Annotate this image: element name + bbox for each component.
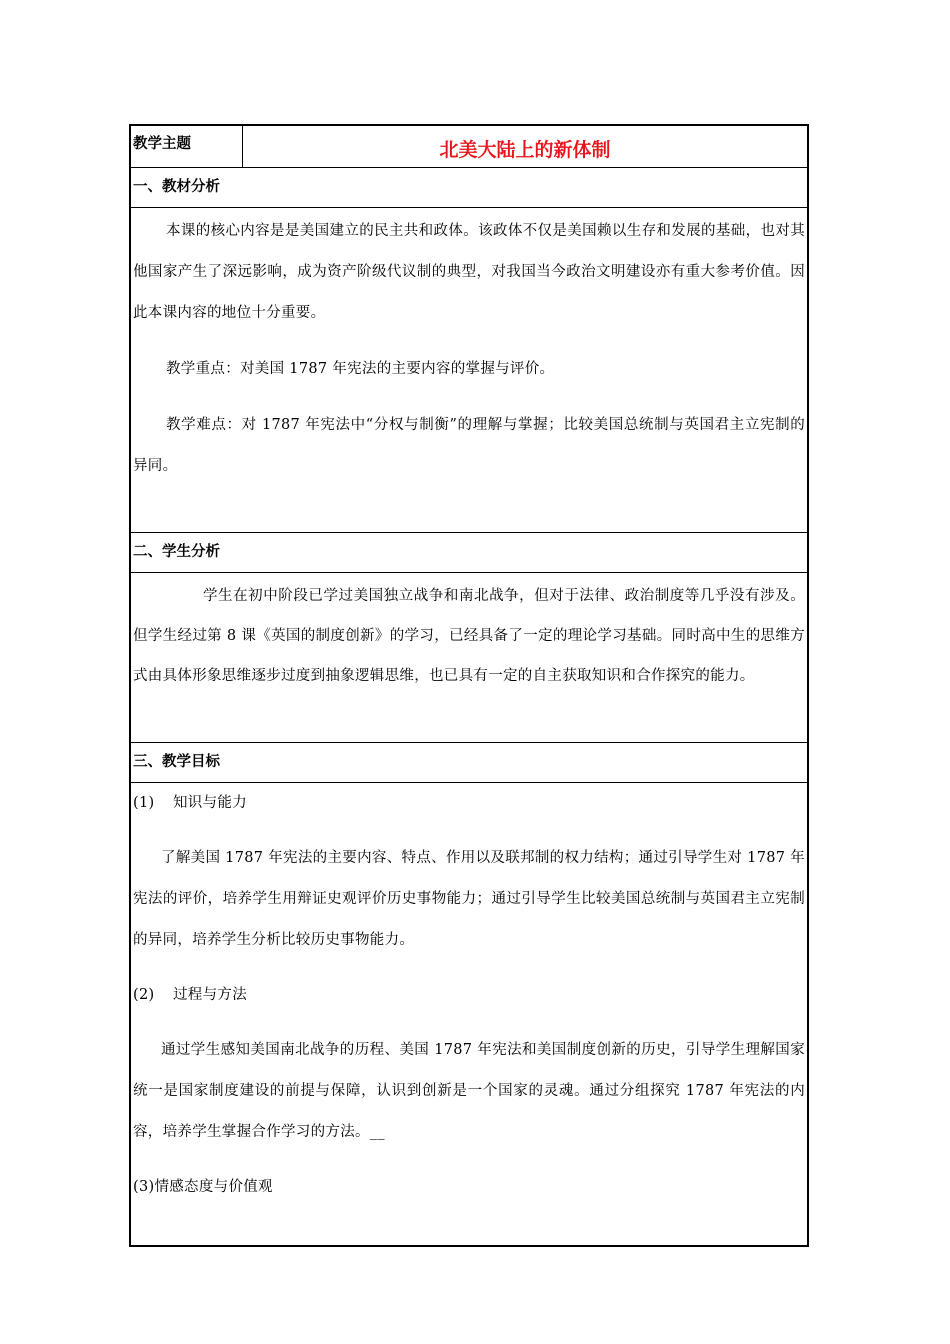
- section-heading-textbook-analysis: 一、教材分析: [131, 168, 807, 208]
- goal-item-2: [133, 975, 805, 1016]
- goal-1-number: (1): [133, 795, 155, 811]
- goal-2-number: (2): [133, 987, 155, 1003]
- goal-item-1: [133, 783, 805, 824]
- lesson-title: 北美大陆上的新体制: [439, 139, 611, 161]
- lesson-plan-table: [129, 124, 809, 1247]
- goal-item-3: (3)情感态度与价值观: [133, 1179, 273, 1195]
- goal-2-title: 过程与方法: [173, 987, 247, 1003]
- goal-1-title: 知识与能力: [173, 795, 247, 811]
- header-row: [131, 126, 807, 168]
- teaching-goals-body: [131, 783, 807, 1245]
- student-analysis-paragraph: 学生在初中阶段已学过美国独立战争和南北战争，但对于法律、政治制度等几乎没有涉及。但学生经过第 8 课《英国的制度创新》的学习，已经具备了一定的理论学习基础。同时高中生的思维方式由具体形象思维逐步过度到抽象逻辑思维，也已具有一定的自主获取知识和合作探究的能力。: [133, 588, 805, 684]
- section-heading-teaching-goals: 三、教学目标: [131, 743, 807, 783]
- goal-1-text: 了解美国 1787 年宪法的主要内容、特点、作用以及联邦制的权力结构；通过引导学生对 1787 年宪法的评价，培养学生用辩证史观评价历史事物能力；通过引导学生比较美国总统制与英国君主立宪制的异同，培养学生分析比较历史事物能力。: [133, 850, 805, 948]
- textbook-analysis-body: [131, 208, 807, 533]
- student-analysis-body: [131, 573, 807, 743]
- topic-label: 教学主题: [131, 126, 243, 167]
- teaching-difficulty: 教学难点：对 1787 年宪法中“分权与制衡”的理解与掌握；比较美国总统制与英国君主立宪制的异同。: [133, 417, 805, 474]
- section-heading-student-analysis: 二、学生分析: [131, 533, 807, 573]
- goal-2-text: 通过学生感知美国南北战争的历程、美国 1787 年宪法和美国制度创新的历史，引导学生理解国家统一是国家制度建设的前提与保障，认识到创新是一个国家的灵魂。通过分组探究 1787 年宪法的内容，培养学生掌握合作学习的方法。__: [133, 1042, 805, 1140]
- textbook-analysis-paragraph: 本课的核心内容是是美国建立的民主共和政体。该政体不仅是美国赖以生存和发展的基础，也对其他国家产生了深远影响，成为资产阶级代议制的典型，对我国当今政治文明建设亦有重大参考价值。因此本课内容的地位十分重要。: [133, 223, 805, 321]
- teaching-focus: 教学重点：对美国 1787 年宪法的主要内容的掌握与评价。: [166, 361, 555, 377]
